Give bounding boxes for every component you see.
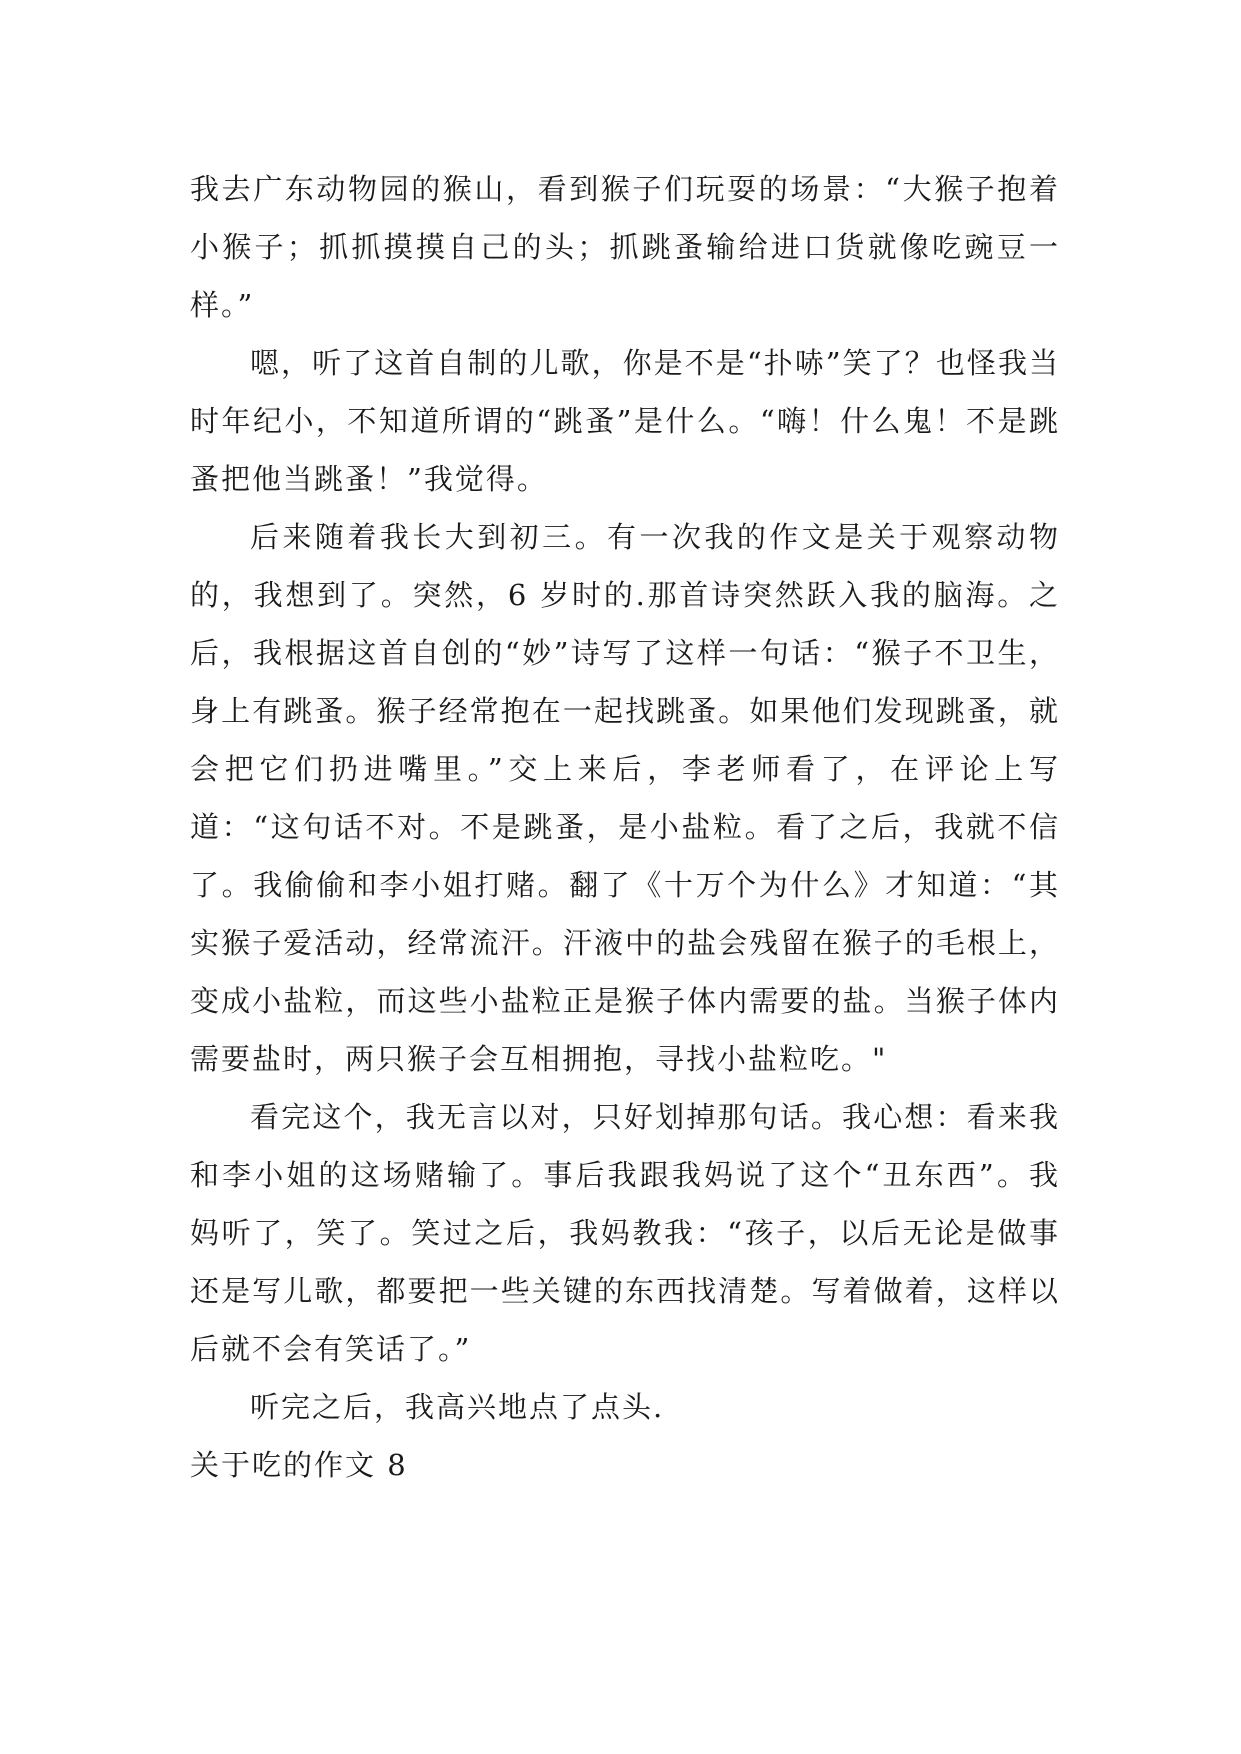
- section-heading: 关于吃的作文 8: [190, 1448, 408, 1482]
- paragraph-1: 我去广东动物园的猴山，看到猴子们玩耍的场景：“大猴子抱着小猴子；抓抓摸摸自己的头；抓跳蚤输给进口货就像吃豌豆一样。”: [190, 172, 1060, 322]
- document-body: [190, 160, 1060, 1494]
- paragraph-5: 听完之后，我高兴地点了点头.: [250, 1390, 665, 1424]
- paragraph-4: 看完这个，我无言以对，只好划掉那句话。我心想：看来我和李小姐的这场赌输了。事后我跟我妈说了这个“丑东西”。我妈听了，笑了。笑过之后，我妈教我：“孩子，以后无论是做事还是写儿歌，都要把一些关键的东西找清楚。写着做着，这样以后就不会有笑话了。”: [190, 1100, 1060, 1366]
- paragraph-3: 后来随着我长大到初三。有一次我的作文是关于观察动物的，我想到了。突然，6 岁时的.那首诗突然跃入我的脑海。之后，我根据这首自创的“妙”诗写了这样一句话：“猴子不卫生，身上有跳蚤。猴子经常抱在一起找跳蚤。如果他们发现跳蚤，就会把它们扔进嘴里。”交上来后，李老师看了，在评论上写道：“这句话不对。不是跳蚤，是小盐粒。看了之后，我就不信了。我偷偷和李小姐打赌。翻了《十万个为什么》才知道：“其实猴子爱活动，经常流汗。汗液中的盐会残留在猴子的毛根上，变成小盐粒，而这些小盐粒正是猴子体内需要的盐。当猴子体内需要盐时，两只猴子会互相拥抱，寻找小盐粒吃。": [190, 520, 1060, 1076]
- paragraph-2: 嗯，听了这首自制的儿歌，你是不是“扑哧”笑了？也怪我当时年纪小，不知道所谓的“跳蚤”是什么。“嗨！什么鬼！不是跳蚤把他当跳蚤！”我觉得。: [190, 346, 1060, 496]
